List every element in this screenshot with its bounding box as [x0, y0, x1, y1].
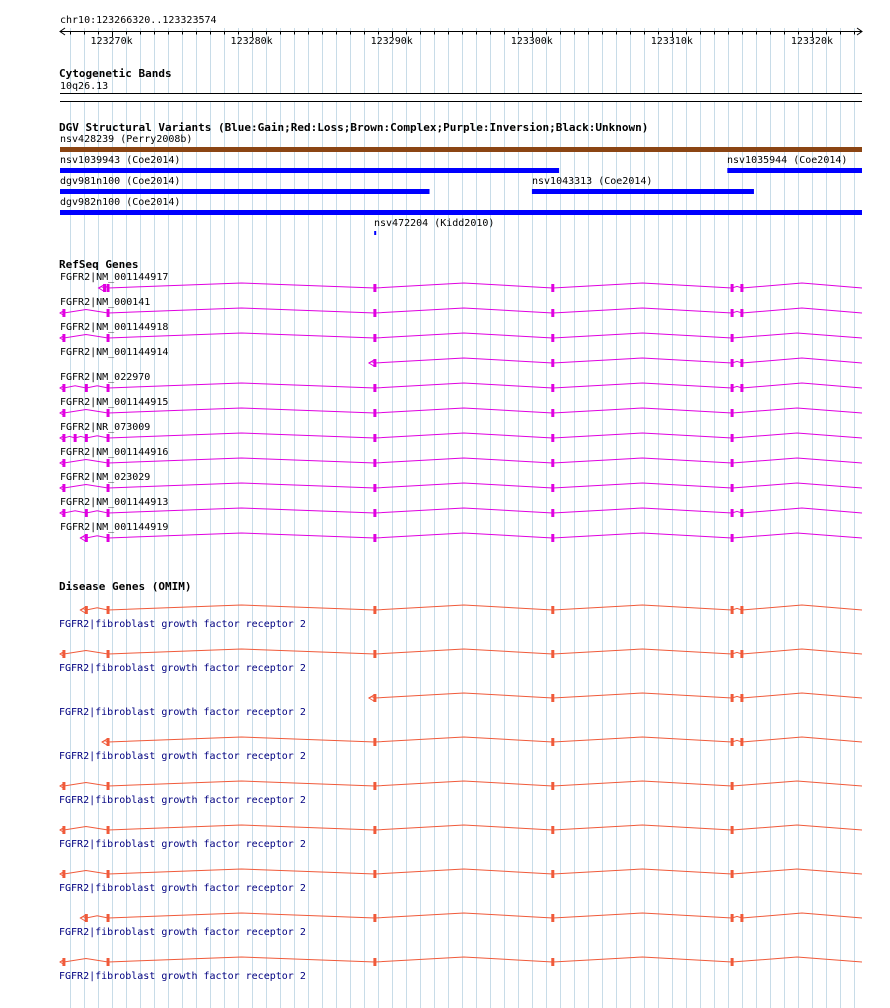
ruler-tick-label: 123300k	[510, 36, 553, 47]
omim-gene-exon[interactable]	[107, 650, 110, 658]
refseq-transcript-exon[interactable]	[373, 409, 376, 417]
omim-gene-label[interactable]: FGFR2|fibroblast growth factor receptor 2	[59, 663, 306, 674]
refseq-transcript-exon[interactable]	[107, 459, 110, 467]
refseq-transcript-intron-line	[60, 333, 862, 338]
omim-gene-exon[interactable]	[107, 606, 110, 614]
refseq-transcript-exon[interactable]	[85, 434, 88, 442]
refseq-transcript-exon[interactable]	[62, 334, 65, 342]
omim-gene-strand-arrow-icon	[80, 915, 85, 921]
omim-gene-exon[interactable]	[551, 738, 554, 746]
ruler-tick-label: 123270k	[90, 36, 133, 47]
refseq-transcript-exon[interactable]	[373, 309, 376, 317]
refseq-transcript-label[interactable]: FGFR2|NM_023029	[60, 472, 151, 483]
refseq-transcript-exon[interactable]	[731, 334, 734, 342]
refseq-transcript-strand-arrow-icon	[80, 535, 85, 541]
refseq-transcript-exon[interactable]	[107, 409, 110, 417]
dgv-variant-label[interactable]: nsv428239 (Perry2008b)	[60, 134, 193, 145]
refseq-transcript-exon[interactable]	[107, 534, 110, 542]
refseq-transcript-exon[interactable]	[62, 484, 65, 492]
refseq-transcript-exon[interactable]	[740, 309, 743, 317]
refseq-transcript-exon[interactable]	[373, 434, 376, 442]
omim-gene-exon[interactable]	[62, 958, 65, 966]
refseq-transcript-strand-arrow-icon	[99, 285, 104, 291]
omim-gene-exon[interactable]	[740, 914, 743, 922]
omim-gene-exon[interactable]	[107, 870, 110, 878]
omim-gene-exon[interactable]	[107, 958, 110, 966]
refseq-transcript-label[interactable]: FGFR2|NM_022970	[60, 372, 151, 383]
omim-gene-exon[interactable]	[373, 914, 376, 922]
refseq-transcript-exon[interactable]	[551, 284, 554, 292]
refseq-transcript-strand-arrow-icon	[369, 360, 374, 366]
dgv-variant-label[interactable]: dgv982n100 (Coe2014)	[60, 197, 181, 208]
refseq-transcript-exon[interactable]	[62, 409, 65, 417]
omim-gene-label[interactable]: FGFR2|fibroblast growth factor receptor 2	[59, 971, 306, 982]
omim-gene-strand-arrow-icon	[80, 607, 85, 613]
omim-gene-intron-line	[102, 737, 862, 742]
dgv-variant-bar[interactable]	[727, 168, 862, 173]
omim-gene-exon[interactable]	[731, 870, 734, 878]
omim-gene-label[interactable]: FGFR2|fibroblast growth factor receptor 2	[59, 795, 306, 806]
refseq-transcript-label[interactable]: FGFR2|NM_001144915	[60, 397, 169, 408]
refseq-transcript-exon[interactable]	[85, 509, 88, 517]
refseq-transcript-exon[interactable]	[551, 409, 554, 417]
refseq-transcript-exon[interactable]	[107, 484, 110, 492]
refseq-transcript-exon[interactable]	[62, 384, 65, 392]
refseq-transcript-intron-line	[60, 408, 862, 413]
refseq-transcript-label[interactable]: FGFR2|NM_001144916	[60, 447, 169, 458]
refseq-transcript-intron-line	[60, 433, 862, 438]
refseq-transcript-exon[interactable]	[551, 359, 554, 367]
dgv-track-title: DGV Structural Variants (Blue:Gain;Red:Loss;Brown:Complex;Purple:Inversion;Black:Unknown)	[59, 121, 649, 134]
refseq-transcript-exon[interactable]	[103, 284, 106, 292]
omim-gene-exon[interactable]	[85, 606, 88, 614]
omim-gene-exon[interactable]	[85, 914, 88, 922]
omim-gene-exon[interactable]	[731, 914, 734, 922]
omim-gene-intron-line	[80, 913, 862, 918]
refseq-transcript-exon[interactable]	[551, 309, 554, 317]
refseq-transcript-intron-line	[369, 358, 862, 363]
omim-gene-exon[interactable]	[740, 650, 743, 658]
dgv-variant-bar[interactable]	[374, 231, 376, 235]
refseq-transcript-exon[interactable]	[107, 509, 110, 517]
refseq-transcript-exon[interactable]	[731, 409, 734, 417]
omim-gene-exon[interactable]	[373, 694, 376, 702]
refseq-transcript-label[interactable]: FGFR2|NM_000141	[60, 297, 151, 308]
refseq-transcript-intron-line	[60, 483, 862, 488]
refseq-transcript-exon[interactable]	[731, 509, 734, 517]
refseq-transcript-exon[interactable]	[551, 459, 554, 467]
dgv-variant-bar[interactable]	[532, 189, 754, 194]
cytoband-track-title: Cytogenetic Bands	[59, 67, 172, 80]
omim-gene-intron-line	[60, 957, 862, 962]
omim-gene-exon[interactable]	[731, 738, 734, 746]
omim-gene-label[interactable]: FGFR2|fibroblast growth factor receptor 2	[59, 839, 306, 850]
omim-gene-exon[interactable]	[551, 870, 554, 878]
refseq-track-title: RefSeq Genes	[59, 258, 139, 271]
omim-gene-label[interactable]: FGFR2|fibroblast growth factor receptor 2	[59, 707, 306, 718]
omim-gene-exon[interactable]	[740, 606, 743, 614]
refseq-transcript-intron-line	[80, 533, 862, 538]
dgv-variant-label[interactable]: nsv1039943 (Coe2014)	[60, 155, 181, 166]
omim-gene-intron-line	[369, 693, 862, 698]
omim-gene-label[interactable]: FGFR2|fibroblast growth factor receptor 2	[59, 619, 306, 630]
refseq-transcript-exon[interactable]	[740, 359, 743, 367]
omim-gene-exon[interactable]	[740, 694, 743, 702]
omim-gene-exon[interactable]	[373, 826, 376, 834]
dgv-variant-bar[interactable]	[60, 147, 862, 152]
omim-gene-exon[interactable]	[373, 782, 376, 790]
refseq-transcript-exon[interactable]	[731, 484, 734, 492]
refseq-transcript-exon[interactable]	[731, 384, 734, 392]
refseq-transcript-exon[interactable]	[85, 534, 88, 542]
omim-gene-intron-line	[60, 781, 862, 786]
refseq-transcript-label[interactable]: FGFR2|NM_001144913	[60, 497, 169, 508]
ruler-tick-label: 123310k	[650, 36, 693, 47]
omim-gene-exon[interactable]	[551, 650, 554, 658]
refseq-transcript-label[interactable]: FGFR2|NM_001144919	[60, 522, 169, 533]
omim-gene-exon[interactable]	[107, 738, 110, 746]
omim-gene-exon[interactable]	[551, 914, 554, 922]
refseq-transcript-exon[interactable]	[373, 359, 376, 367]
omim-gene-exon[interactable]	[107, 914, 110, 922]
refseq-transcript-exon[interactable]	[740, 284, 743, 292]
refseq-transcript-exon[interactable]	[740, 384, 743, 392]
refseq-transcript-exon[interactable]	[373, 284, 376, 292]
refseq-transcript-intron-line	[60, 458, 862, 463]
refseq-transcript-exon[interactable]	[62, 509, 65, 517]
ruler-tick-label: 123320k	[790, 36, 834, 47]
omim-gene-exon[interactable]	[551, 782, 554, 790]
refseq-transcript-exon[interactable]	[107, 334, 110, 342]
refseq-transcript-exon[interactable]	[551, 509, 554, 517]
omim-gene-exon[interactable]	[551, 958, 554, 966]
omim-gene-exon[interactable]	[373, 650, 376, 658]
refseq-transcript-exon[interactable]	[107, 434, 110, 442]
refseq-transcript-exon[interactable]	[62, 309, 65, 317]
refseq-transcript-label[interactable]: FGFR2|NM_001144917	[60, 272, 169, 283]
omim-gene-label[interactable]: FGFR2|fibroblast growth factor receptor 2	[59, 883, 306, 894]
omim-gene-exon[interactable]	[551, 826, 554, 834]
omim-gene-intron-line	[80, 605, 862, 610]
dgv-variant-label[interactable]: nsv1035944 (Coe2014)	[727, 155, 848, 166]
dgv-variant-label[interactable]: dgv981n100 (Coe2014)	[60, 176, 181, 187]
refseq-transcript-exon[interactable]	[107, 309, 110, 317]
omim-gene-exon[interactable]	[373, 958, 376, 966]
dgv-variant-bar[interactable]	[60, 168, 559, 173]
omim-gene-intron-line	[60, 825, 862, 830]
omim-gene-exon[interactable]	[373, 606, 376, 614]
omim-gene-exon[interactable]	[62, 826, 65, 834]
omim-gene-exon[interactable]	[62, 650, 65, 658]
omim-track-title: Disease Genes (OMIM)	[59, 580, 192, 593]
refseq-transcript-exon[interactable]	[551, 484, 554, 492]
omim-gene-exon[interactable]	[731, 782, 734, 790]
omim-gene-exon[interactable]	[373, 738, 376, 746]
omim-gene-exon[interactable]	[731, 650, 734, 658]
dgv-variant-label[interactable]: nsv472204 (Kidd2010)	[374, 218, 495, 229]
omim-gene-exon[interactable]	[62, 870, 65, 878]
refseq-transcript-exon[interactable]	[731, 459, 734, 467]
omim-gene-exon[interactable]	[731, 958, 734, 966]
refseq-transcript-exon[interactable]	[373, 384, 376, 392]
ruler-tick-label: 123280k	[230, 36, 273, 47]
omim-gene-intron-line	[60, 869, 862, 874]
dgv-variant-bar[interactable]	[60, 210, 862, 215]
dgv-variant-label[interactable]: nsv1043313 (Coe2014)	[532, 176, 653, 187]
refseq-transcript-exon[interactable]	[373, 459, 376, 467]
refseq-transcript-exon[interactable]	[373, 484, 376, 492]
refseq-transcript-label[interactable]: FGFR2|NM_001144918	[60, 322, 169, 333]
refseq-transcript-exon[interactable]	[107, 384, 110, 392]
refseq-transcript-exon[interactable]	[85, 384, 88, 392]
dgv-variant-bar[interactable]	[60, 189, 430, 194]
omim-gene-strand-arrow-icon	[102, 739, 107, 745]
cytoband-label[interactable]: 10q26.13	[60, 81, 109, 92]
refseq-transcript-exon[interactable]	[62, 459, 65, 467]
refseq-transcript-exon[interactable]	[373, 509, 376, 517]
refseq-transcript-exon[interactable]	[373, 534, 376, 542]
refseq-transcript-exon[interactable]	[731, 309, 734, 317]
refseq-transcript-exon[interactable]	[373, 334, 376, 342]
omim-gene-exon[interactable]	[551, 606, 554, 614]
refseq-transcript-label[interactable]: FGFR2|NM_001144914	[60, 347, 169, 358]
refseq-transcript-exon[interactable]	[740, 509, 743, 517]
refseq-transcript-exon[interactable]	[731, 434, 734, 442]
omim-gene-exon[interactable]	[731, 826, 734, 834]
omim-gene-exon[interactable]	[107, 826, 110, 834]
locus-label: chr10:123266320..123323574	[60, 15, 217, 26]
omim-gene-exon[interactable]	[551, 694, 554, 702]
refseq-transcript-exon[interactable]	[107, 284, 110, 292]
refseq-transcript-exon[interactable]	[731, 359, 734, 367]
ruler-tick-label: 123290k	[370, 36, 413, 47]
refseq-transcript-intron-line	[99, 283, 862, 288]
refseq-transcript-exon[interactable]	[731, 284, 734, 292]
omim-gene-exon[interactable]	[62, 782, 65, 790]
refseq-transcript-exon[interactable]	[74, 434, 77, 442]
omim-gene-label[interactable]: FGFR2|fibroblast growth factor receptor 2	[59, 751, 306, 762]
refseq-transcript-exon[interactable]	[551, 534, 554, 542]
refseq-transcript-exon[interactable]	[62, 434, 65, 442]
omim-gene-exon[interactable]	[373, 870, 376, 878]
refseq-transcript-exon[interactable]	[551, 334, 554, 342]
omim-gene-exon[interactable]	[731, 606, 734, 614]
omim-gene-exon[interactable]	[107, 782, 110, 790]
omim-gene-exon[interactable]	[740, 738, 743, 746]
refseq-transcript-exon[interactable]	[731, 534, 734, 542]
refseq-transcript-exon[interactable]	[551, 434, 554, 442]
refseq-transcript-exon[interactable]	[551, 384, 554, 392]
omim-gene-label[interactable]: FGFR2|fibroblast growth factor receptor 2	[59, 927, 306, 938]
omim-gene-exon[interactable]	[731, 694, 734, 702]
refseq-transcript-label[interactable]: FGFR2|NR_073009	[60, 422, 151, 433]
omim-gene-strand-arrow-icon	[369, 695, 374, 701]
